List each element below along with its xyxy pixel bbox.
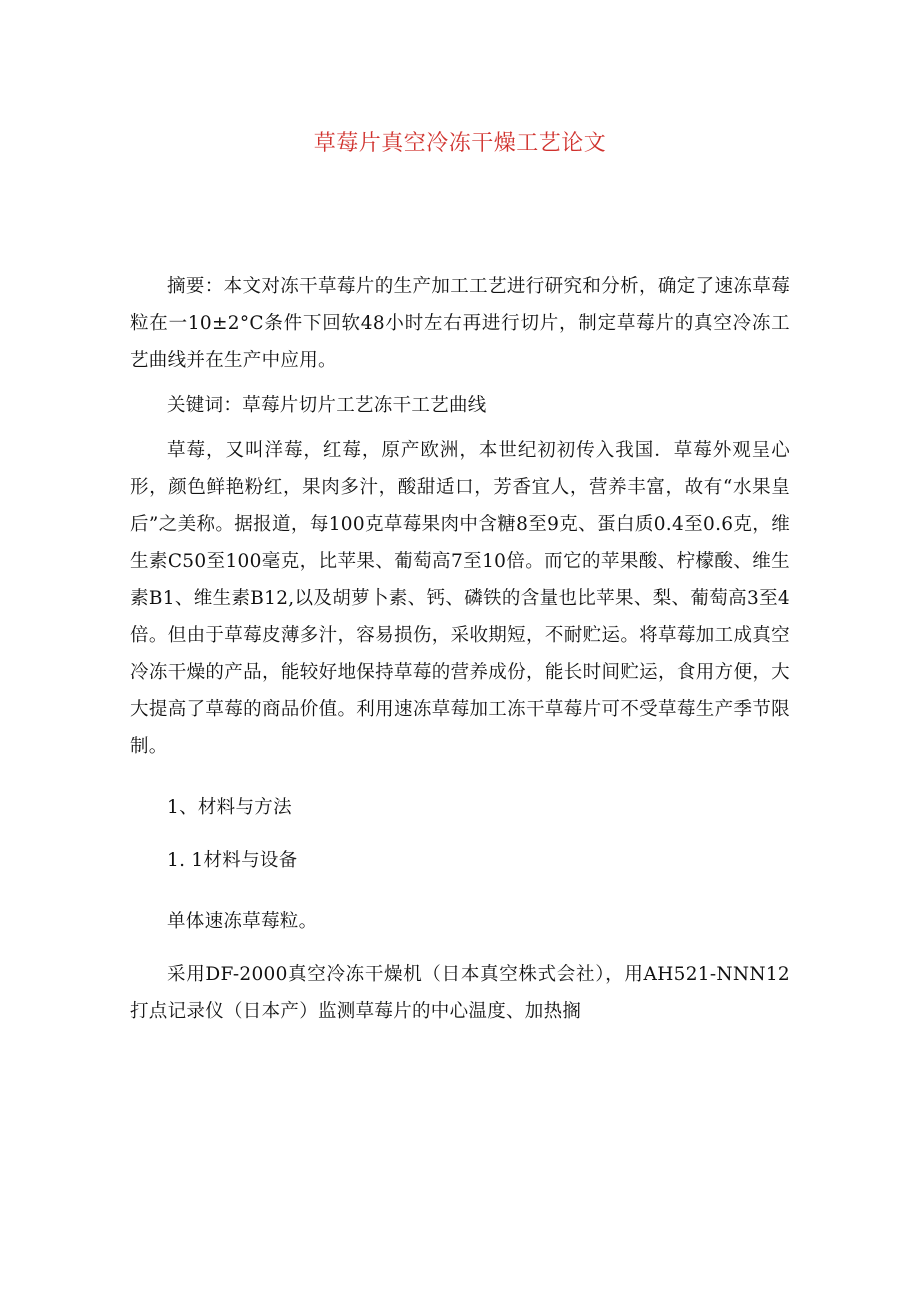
section-heading: 1、材料与方法 <box>167 797 292 818</box>
subsection-heading: 1. 1材料与设备 <box>167 850 298 871</box>
equipment-paragraph: 采用DF-2000真空冷冻干燥机（日本真空株式会社），用AH521-NNN12打点记录仪（日本产）监测草莓片的中心温度、加热搁 <box>130 964 790 1022</box>
document-body <box>130 268 790 1030</box>
document-title: 草莓片真空冷冻干燥工艺论文 <box>313 131 607 156</box>
keywords-paragraph: 关键词：草莓片切片工艺冻干工艺曲线 <box>167 395 487 416</box>
abstract-paragraph: 摘要：本文对冻干草莓片的生产加工工艺进行研究和分析，确定了速冻草莓粒在一10±2°C条件下回软48小时左右再进行切片，制定草莓片的真空冷冻工艺曲线并在生产中应用。 <box>130 276 790 371</box>
material-paragraph: 单体速冻草莓粒。 <box>167 911 318 932</box>
intro-paragraph: 草莓，又叫洋莓，红莓，原产欧洲，本世纪初初传入我国．草莓外观呈心形，颜色鲜艳粉红，果肉多汁，酸甜适口，芳香宜人，营养丰富，故有“水果皇后”之美称。据报道，每100克草莓果肉中含糖8至9克、蛋白质0.4至0.6克，维生素C50至100毫克，比苹果、葡萄高7至10倍。而它的苹果酸、柠檬酸、维生素B1、维生素B12,以及胡萝卜素、钙、磷铁的含量也比苹果、梨、葡萄高3至4倍。但由于草莓皮薄多汁，容易损伤，采收期短，不耐贮运。将草莓加工成真空冷冻干燥的产品，能较好地保持草莓的营养成份，能长时间贮运，食用方便，大大提高了草莓的商品价值。利用速冻草莓加工冻干草莓片可不受草莓生产季节限制。 <box>130 440 790 757</box>
